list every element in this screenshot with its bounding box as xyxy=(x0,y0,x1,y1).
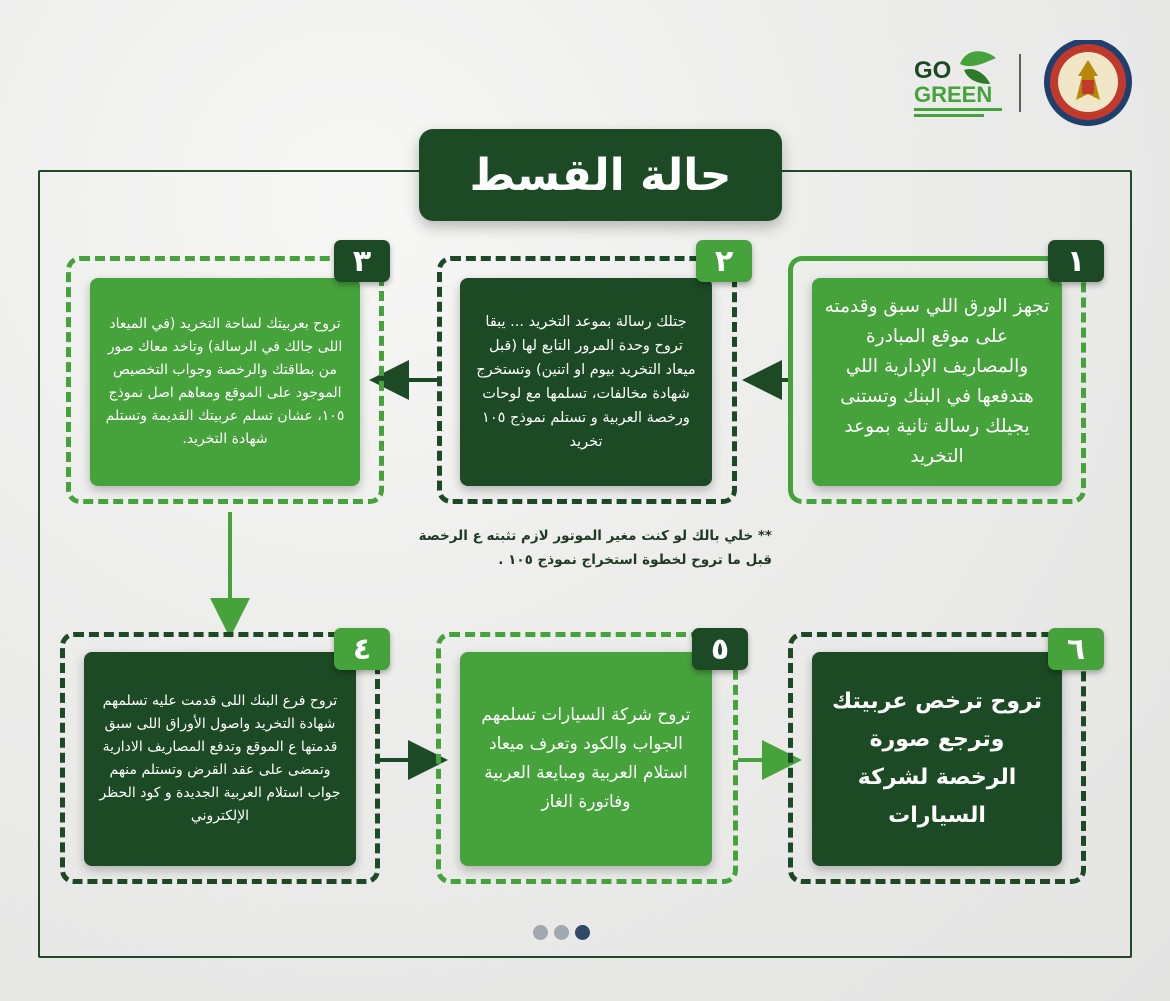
page-dot-1[interactable] xyxy=(533,925,548,940)
step-4-number: ٤ xyxy=(334,628,390,670)
step-1-number: ١ xyxy=(1048,240,1104,282)
step-5-card xyxy=(460,652,712,866)
step-3-text: تروح بعربيتك لساحة التخريد (في الميعاد اللى جالك في الرسالة) وتاخد معاك صور من بطاقتك والرخصة وجواب التخصيص الموجود على الموقع ومعاهم اصل نموذج ١٠٥، عشان تسلم عربيتك القديمة وتستلم شهادة التخريد. xyxy=(105,316,345,447)
step-6-text: تروح ترخص عربيتك وترجع صورة الرخصة لشركة السيارات xyxy=(831,689,1043,828)
step-2-card xyxy=(460,278,712,486)
step-5-number: ٥ xyxy=(692,628,748,670)
pagination-dots xyxy=(533,925,590,940)
step-1-card xyxy=(812,278,1062,486)
step-5-text: تروح شركة السيارات تسلمهم الجواب والكود وتعرف ميعاد استلام العربية ومبايعة العربية وفاتورة الغاز xyxy=(481,705,691,812)
leaf-icon xyxy=(960,51,996,66)
page-dot-2[interactable] xyxy=(554,925,569,940)
logos xyxy=(912,40,1134,130)
page-title: حالة القسط xyxy=(419,129,782,221)
step-2-text: جتلك رسالة بموعد التخريد ... يبقا تروح وحدة المرور التابع لها (قبل ميعاد التخريد بيوم او اتنين) وتستخرج شهادة مخالفات، تسلمها مع لوحات ورخصة العربية و تستلم نموذج ١٠٥ تخريد xyxy=(476,314,696,450)
gogreen-logo xyxy=(914,51,1002,117)
step-3-number: ٣ xyxy=(334,240,390,282)
ministry-logo xyxy=(1044,40,1132,126)
logo-group xyxy=(912,40,1134,130)
step-4-text: تروح فرع البنك اللى قدمت عليه تسلمهم شهادة التخريد واصول الأوراق اللى سبق قدمتها ع الموقع وتدفع المصاريف الادارية وتمضى على عقد القرض وتستلم منهم جواب استلام العربية الجديدة و كود الحظر الإلكتروني xyxy=(99,693,341,824)
step-3-card xyxy=(90,278,360,486)
step-6-number: ٦ xyxy=(1048,628,1104,670)
step-1-text: تجهز الورق اللي سبق وقدمته على موقع المبادرة والمصاريف الإدارية اللي هتدفعها في البنك وتستنى يجيلك رسالة تانية بموعد التخريد xyxy=(824,296,1050,467)
engine-note: ** خلي بالك لو كنت مغير الموتور لازم تثبته ع الرخصة قبل ما تروح لخطوة استخراج نموذج ١٠٥ . xyxy=(418,528,772,568)
step-2-number: ٢ xyxy=(696,240,752,282)
gogreen-word-1: GO xyxy=(914,57,952,84)
step-6-card xyxy=(812,652,1062,866)
step-4-card xyxy=(84,652,356,866)
gogreen-word-2: GREEN xyxy=(914,82,993,107)
page-dot-3[interactable] xyxy=(575,925,590,940)
